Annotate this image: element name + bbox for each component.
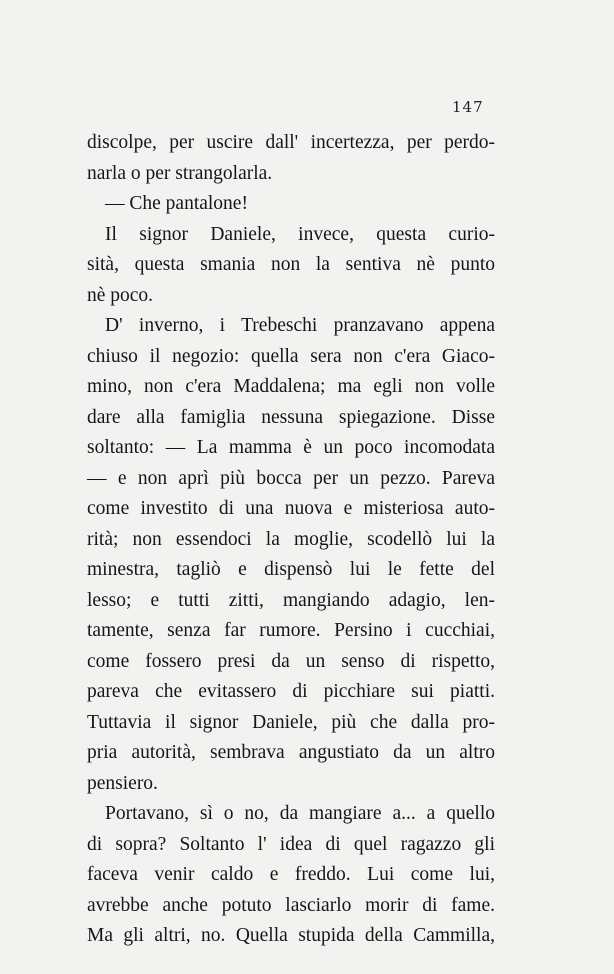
text-line: Portavano, sì o no, da mangiare a... a quello [105, 803, 495, 824]
text-line: faceva venir caldo e freddo. Lui come lui, [87, 864, 495, 885]
text-line: come investito di una nuova e misteriosa auto- [87, 498, 495, 519]
text-line: sità, questa smania non la sentiva nè punto [87, 254, 495, 275]
text-line: pareva che evitassero di picchiare sui piatti. [87, 681, 495, 702]
text-line: Il signor Daniele, invece, questa curio- [105, 223, 495, 245]
text-line: Ma gli altri, no. Quella stupida della Cammilla, [87, 925, 495, 946]
text-line: come fossero presi da un senso di rispetto, [87, 650, 495, 672]
text-line: discolpe, per uscire dall' incertezza, per perdo- [87, 132, 495, 153]
text-line: pria autorità, sembrava angustiato da un altro [87, 742, 495, 763]
body-text [87, 128, 495, 952]
text-line: dare alla famiglia nessuna spiegazione. Disse [87, 406, 495, 428]
text-line: soltanto: — La mamma è un poco incomodata [87, 437, 495, 458]
text-line: chiuso il negozio: quella sera non c'era Giaco- [87, 345, 495, 367]
text-line: narla o per strangolarla. [87, 162, 273, 184]
text-line: rità; non essendoci la moglie, scodellò lui la [87, 528, 495, 550]
text-line: pensiero. [87, 772, 158, 794]
text-line: Tuttavia il signor Daniele, più che dalla pro- [87, 711, 495, 733]
text-line: mino, non c'era Maddalena; ma egli non volle [87, 376, 495, 397]
text-line: — Che pantalone! [105, 193, 248, 214]
text-line: lesso; e tutti zitti, mangiando adagio, len- [87, 589, 495, 611]
text-line: tamente, senza far rumore. Persino i cucchiai, [87, 620, 495, 641]
text-line: di sopra? Soltanto l' idea di quel ragazzo gli [87, 833, 495, 855]
text-line: minestra, tagliò e dispensò lui le fette del [87, 559, 495, 580]
text-line: — e non aprì più bocca per un pezzo. Pareva [87, 467, 495, 489]
text-line: avrebbe anche potuto lasciarlo morir di fame. [87, 894, 495, 916]
page-number: 147 [452, 98, 484, 116]
text-line: D' inverno, i Trebeschi pranzavano appena [105, 315, 495, 336]
text-line: nè poco. [87, 284, 154, 306]
